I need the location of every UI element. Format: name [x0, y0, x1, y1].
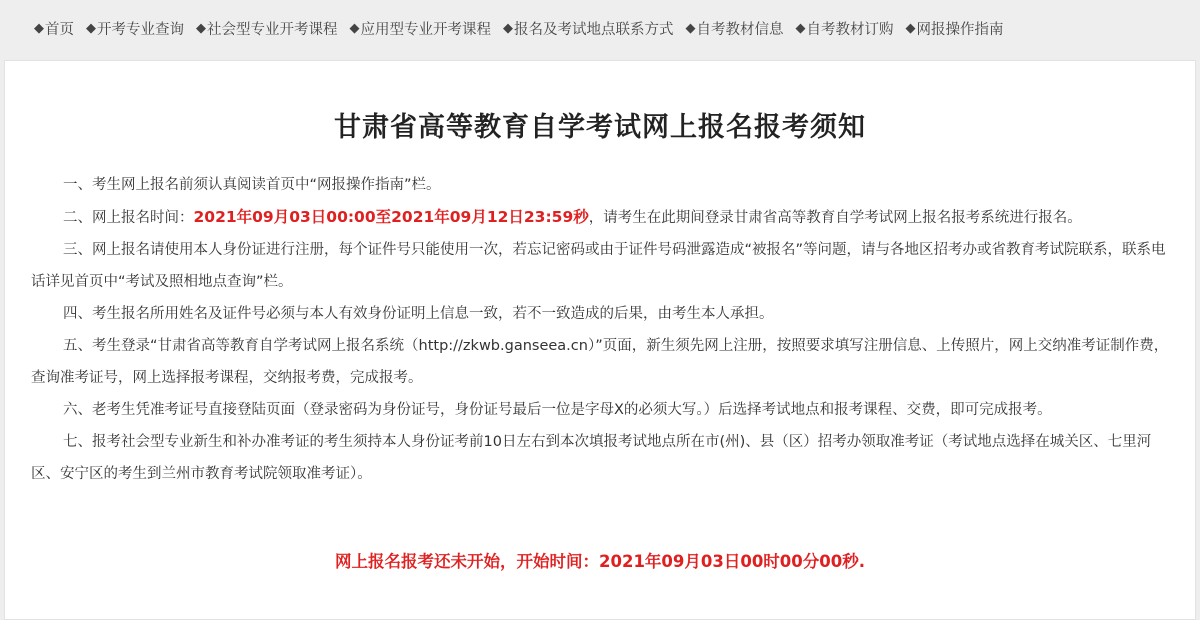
nav-item-label: 报名及考试地点联系方式 — [514, 21, 674, 38]
nav-item-label: 社会型专业开考课程 — [207, 21, 338, 38]
nav-item-applied-courses[interactable] — [350, 18, 492, 39]
nav-item-home[interactable] — [34, 18, 74, 39]
nav-item-contact-info[interactable] — [503, 18, 674, 39]
nav-item-label: 开考专业查询 — [97, 21, 184, 38]
nav-item-label: 自考教材信息 — [696, 21, 784, 38]
diamond-bullet-icon: ◆ — [795, 20, 806, 36]
notice-list — [31, 169, 1169, 490]
notice-item-2 — [31, 201, 1169, 234]
nav-item-label: 应用型专业开考课程 — [360, 21, 491, 38]
nav-item-major-query[interactable] — [86, 18, 184, 39]
nav-item-textbook-order[interactable] — [796, 18, 894, 39]
nav-item-label: 首页 — [45, 21, 74, 38]
notice-item-3: 三、网上报名请使用本人身份证进行注册，每个证件号只能使用一次，若忘记密码或由于证件号码泄露造成“被报名”等问题，请与各地区招考办或省教育考试院联系，联系电话详见首页中“考试及照相地点查询”栏。 — [31, 242, 1166, 290]
diamond-bullet-icon: ◆ — [349, 20, 360, 36]
notice-item-1: 一、考生网上报名前须认真阅读首页中“网报操作指南”栏。 — [63, 177, 441, 193]
diamond-bullet-icon: ◆ — [685, 20, 696, 36]
page-title: 甘肃省高等教育自学考试网上报名报考须知 — [334, 112, 866, 143]
top-navigation — [0, 0, 1200, 56]
nav-item-social-courses[interactable] — [196, 18, 338, 39]
diamond-bullet-icon: ◆ — [196, 20, 206, 36]
nav-item-textbook-info[interactable] — [686, 18, 784, 39]
diamond-bullet-icon: ◆ — [905, 20, 916, 36]
nav-item-operation-guide[interactable] — [906, 18, 1004, 39]
nav-item-label: 自考教材订购 — [806, 21, 894, 38]
diamond-bullet-icon: ◆ — [86, 20, 96, 36]
notice-item-2-prefix: 二、网上报名时间： — [63, 210, 194, 226]
content-panel — [4, 60, 1196, 620]
diamond-bullet-icon: ◆ — [503, 20, 513, 36]
registration-period: 2021年09月03日00:00至2021年09月12日23:59秒 — [193, 208, 589, 226]
notice-item-2-suffix: ，请考生在此期间登录甘肃省高等教育自学考试网上报名报考系统进行报名。 — [588, 210, 1082, 226]
notice-item-5: 五、考生登录“甘肃省高等教育自学考试网上报名系统（http://zkwb.ganseea.cn）”页面，新生须先网上注册，按照要求填写注册信息、上传照片，网上交纳准考证制作费，查询准考证号，网上选择报考课程，交纳报考费，完成报考。 — [31, 338, 1169, 386]
notice-item-7: 七、报考社会型专业新生和补办准考证的考生须持本人身份证考前10日左右到本次填报考试地点所在市(州)、县（区）招考办领取准考证（考试地点选择在城关区、七里河区、安宁区的考生到兰州市教育考试院领取准考证）。 — [31, 434, 1152, 482]
registration-status: 网上报名报考还未开始，开始时间：2021年09月03日00时00分00秒. — [335, 552, 865, 571]
diamond-bullet-icon: ◆ — [34, 20, 44, 36]
notice-item-4: 四、考生报名所用姓名及证件号必须与本人有效身份证明上信息一致，若不一致造成的后果，由考生本人承担。 — [63, 306, 774, 322]
nav-item-label: 网报操作指南 — [916, 21, 1004, 38]
notice-item-6: 六、老考生凭准考证号直接登陆页面（登录密码为身份证号，身份证号最后一位是字母X的必须大写。）后选择考试地点和报考课程、交费，即可完成报考。 — [63, 402, 1052, 418]
